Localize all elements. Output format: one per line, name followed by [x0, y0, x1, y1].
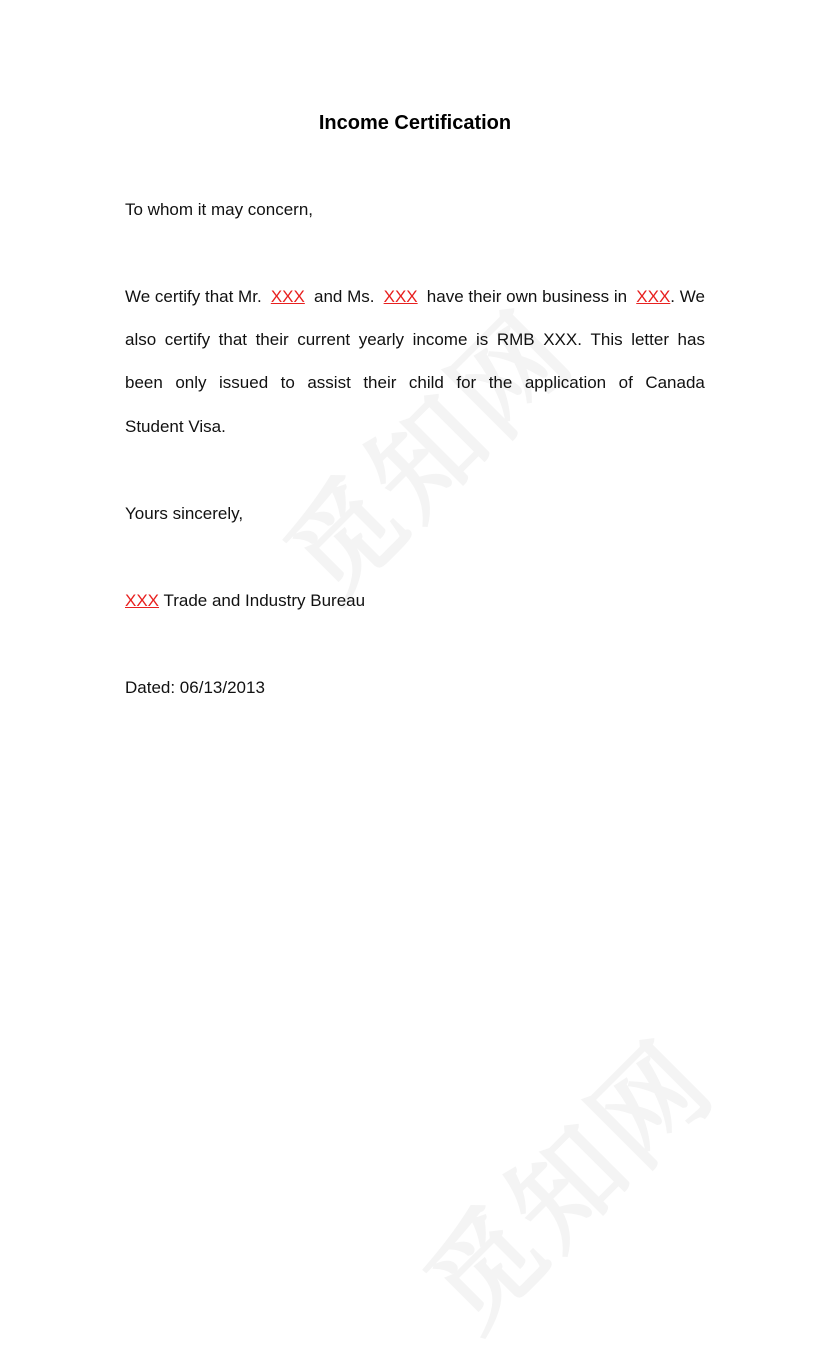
- salutation: To whom it may concern,: [125, 200, 314, 219]
- body-line-1: [125, 286, 705, 308]
- body-word: application: [524, 373, 607, 392]
- body-word: Canada: [645, 373, 705, 392]
- body-word: also: [125, 330, 157, 349]
- body-word: is: [476, 330, 489, 349]
- body-word: assist: [307, 373, 351, 392]
- body-word: child: [408, 373, 444, 392]
- dated-line: Dated: 06/13/2013: [125, 678, 265, 697]
- body-word: for: [456, 373, 477, 392]
- org-name: Trade and Industry Bureau: [163, 591, 366, 610]
- watermark: [385, 1000, 743, 1358]
- closing: Yours sincerely,: [125, 504, 244, 523]
- watermark: [245, 270, 603, 628]
- document-title: Income Certification: [318, 112, 512, 134]
- body-word: that: [218, 330, 248, 349]
- body-word: XXX.: [543, 330, 582, 349]
- body-word: to: [280, 373, 295, 392]
- body-text: and Ms.: [313, 287, 375, 306]
- body-word: the: [488, 373, 513, 392]
- body-line-3: [125, 372, 705, 394]
- body-word: certify: [164, 330, 211, 349]
- body-word: been: [125, 373, 163, 392]
- ms-name-group: [384, 286, 418, 308]
- place-group: [636, 286, 705, 308]
- body-word: their: [255, 330, 289, 349]
- ms-name-placeholder: XXX: [383, 287, 418, 306]
- body-text: have their own business in: [426, 287, 628, 306]
- mr-name-placeholder: XXX: [270, 287, 305, 306]
- body-word: letter: [631, 330, 669, 349]
- body-word: current: [297, 330, 351, 349]
- signature-line: [125, 590, 365, 612]
- org-placeholder: XXX: [125, 591, 160, 610]
- body-text: We certify that Mr.: [125, 287, 262, 306]
- body-line-4: Student Visa.: [125, 417, 226, 436]
- body-word: issued: [219, 373, 269, 392]
- body-word: RMB: [496, 330, 535, 349]
- body-word: their: [363, 373, 397, 392]
- body-word: of: [618, 373, 633, 392]
- body-word: only: [175, 373, 207, 392]
- body-word: has: [677, 330, 705, 349]
- body-word: yearly: [358, 330, 405, 349]
- body-word: This: [590, 330, 623, 349]
- body-line-2: [125, 329, 705, 351]
- body-word: income: [412, 330, 468, 349]
- body-text: . We: [670, 287, 705, 306]
- place-placeholder: XXX: [636, 287, 671, 306]
